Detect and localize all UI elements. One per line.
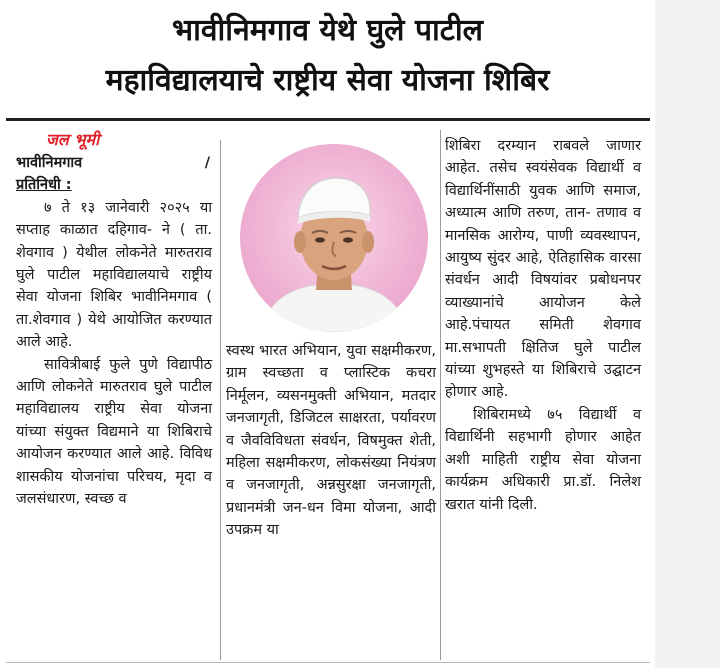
text-line: आहेत. तसेच स्वयंसेवक [445,160,587,177]
text-line: करण्यात आले आहे. [16,311,212,351]
text-line: शिबिरामध्ये ७५ विद्यार्थी [473,406,633,423]
paragraph-participants [445,404,641,516]
text-line: लोकनेते मारुतराव घुले पाटील [16,244,212,284]
text-line: पाटील यांच्या शुभहस्ते या [445,339,641,379]
text-line: यांनी दिली. [479,496,538,513]
text-line: स्वस्थ भारत अभियान, युवा [226,343,372,359]
text-line: ७ ते १३ जानेवारी २०२५ [44,199,200,216]
headline-rule [6,118,650,121]
text-line: महाविद्यालयाचे राष्ट्रीय सेवा [16,267,212,306]
text-line: ऐतिहासिक वारसा संवर्धन [445,250,641,289]
text-line: मा.सभापती क्षितिज घुले [445,339,609,356]
text-line: राष्ट्रीय सेवा योजना कार्यक्रम [445,451,641,491]
portrait-circle-frame [240,144,428,332]
text-line: सावित्रीबाई फुले पुणे [44,356,167,373]
text-line: व मानसिक आरोग्य, पाणी [445,205,641,244]
text-line: युवक आणि समाज, अध्यात्म [445,182,641,222]
headline-line-1: भावीनिमगाव येथे घुले पाटील [171,13,484,48]
dateline-separator: / [204,155,210,171]
text-line: ता.शेवगाव ) येथे आयोजित [16,311,168,328]
text-line: जनजागृती, डिजिटल साक्षरता, [226,410,392,427]
text-line: सक्षमीकरण, ग्राम स्वच्छता [226,343,436,382]
text-line: विद्यार्थी व विद्यार्थिनींसाठी [445,160,642,199]
text-line: योजना शिबिर भावीनिमगाव ( [46,289,212,306]
text-line: नियंत्रण व जनजागृती, [226,455,436,494]
headline-line-2: महाविद्यालयाचे राष्ट्रीय सेवा योजना शिबिर [105,63,550,98]
text-line: अधिकारी प्रा.डॉ. निलेश खरात [445,474,642,513]
text-line: योजना यांच्या संयुक्त विद्यमाने [16,401,212,440]
text-line: व्यवस्थापन, आयुष्य सुंदर आहे, [445,227,641,267]
text-line: शासकीय योजनांचा परिचय, [16,468,176,485]
text-line: व्याख्यानांचे आयोजन केले [445,294,641,311]
text-line: महाविद्यालय राष्ट्रीय सेवा [16,401,178,418]
column-divider [220,140,221,660]
article-column-2 [226,340,436,542]
text-line: मृदा व जलसंधारण, स्वच्छ व [16,468,212,508]
dateline-place: भावीनिमगाव [16,155,83,171]
text-line: मारुतराव घुले पाटील [99,379,212,396]
portrait-photo [236,142,432,332]
text-line: व विद्यार्थिनी सहभागी [445,406,641,446]
text-line: आहे.पंचायत समिती शेवगाव [445,317,641,334]
text-line: पर्यावरण व जैवविविधता [226,410,436,449]
text-line: करण्यात आले आहे. विविध [67,446,212,463]
text-line: होणार आहेत अशी माहिती [445,429,641,468]
text-line: योजना, आदी उपक्रम या [226,499,436,539]
text-line: व्यसनमुक्ती अभियान, मतदार [276,387,436,404]
dateline [16,152,212,174]
paragraph-intro [16,197,212,354]
paragraph-lectures [445,135,641,404]
text-line: विद्यापीठ आणि लोकनेते [16,356,212,396]
article-column-1 [16,128,212,511]
text-line: प्रधानमंत्री जन-धन विमा [226,499,363,516]
text-line: व प्लास्टिक कचरा निर्मूलन, [226,365,437,404]
headline [0,6,655,106]
text-line: संवर्धन, विषमुक्त शेती, महिला [226,432,436,472]
text-line: अन्नसुरक्षा जनजागृती, [316,477,436,494]
text-line: शिबिराचे उद्घाटन होणार आहे. [445,362,641,401]
text-line: आणि तरुण, तान- तणाव [492,205,633,222]
masthead-logo: जल भूमी [46,130,100,149]
article-column-3 [445,135,641,516]
portrait-illustration [240,144,428,332]
byline: प्रतिनिधी : [16,177,72,194]
text-line: या सप्ताह काळात दहिगाव- [16,199,212,239]
bottom-rule [6,662,650,663]
paragraph-topics [226,340,436,542]
page-margin-strip [655,0,720,668]
paragraph-organisers [16,354,212,511]
text-line: शिबिरा दरम्यान राबवले जाणार [445,138,641,154]
text-line: आदी विषयांवर प्रबोधनपर [492,272,641,289]
column-divider [440,130,441,660]
text-line: या शिबिराचे आयोजन [16,423,212,463]
text-line: सक्षमीकरण, लोकसंख्या [265,455,398,472]
text-line: ने ( ता. शेवगाव ) येथील [16,222,212,261]
